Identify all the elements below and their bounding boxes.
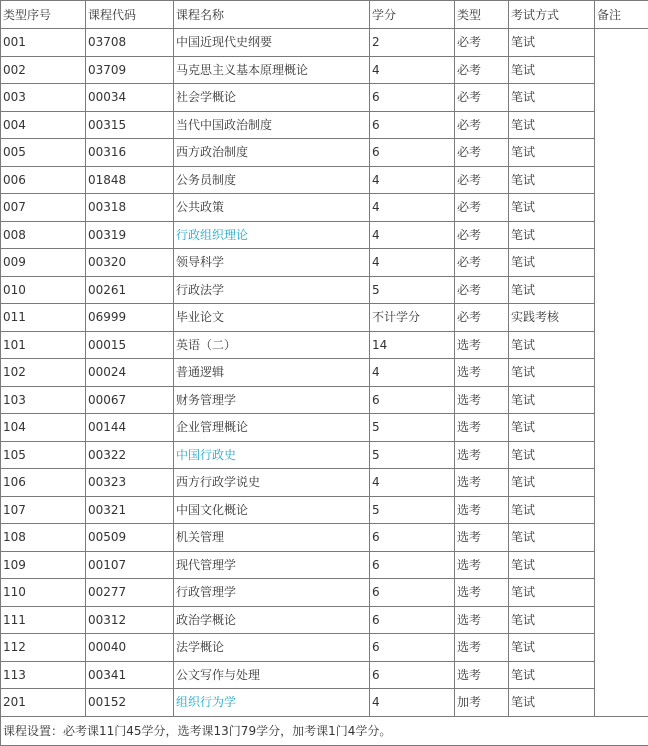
- cell-credits: 不计学分: [370, 304, 455, 332]
- cell-type-no: 101: [1, 331, 86, 359]
- cell-type-no: 002: [1, 56, 86, 84]
- table-row: [1, 56, 648, 84]
- cell-exam-method: 实践考核: [509, 304, 595, 332]
- table-row: [1, 359, 648, 387]
- cell-type: 必考: [455, 304, 509, 332]
- cell-credits: 6: [370, 84, 455, 112]
- table-row: [1, 661, 648, 689]
- cell-credits: 5: [370, 276, 455, 304]
- cell-type: 选考: [455, 441, 509, 469]
- cell-exam-method: 笔试: [509, 221, 595, 249]
- cell-credits: 6: [370, 606, 455, 634]
- cell-credits: 6: [370, 579, 455, 607]
- cell-course-name: 英语（二）: [174, 331, 370, 359]
- cell-type: 必考: [455, 194, 509, 222]
- cell-type-no: 109: [1, 551, 86, 579]
- cell-type: 必考: [455, 84, 509, 112]
- cell-course-code: 03708: [86, 29, 174, 57]
- cell-course-code: 00040: [86, 634, 174, 662]
- cell-exam-method: 笔试: [509, 606, 595, 634]
- cell-type: 选考: [455, 579, 509, 607]
- cell-type-no: 008: [1, 221, 86, 249]
- cell-course-name: 机关管理: [174, 524, 370, 552]
- header-remarks: 备注: [595, 1, 648, 29]
- cell-course-name: 行政法学: [174, 276, 370, 304]
- header-exam-method: 考试方式: [509, 1, 595, 29]
- cell-type: 必考: [455, 111, 509, 139]
- cell-exam-method: 笔试: [509, 524, 595, 552]
- cell-credits: 4: [370, 56, 455, 84]
- cell-exam-method: 笔试: [509, 276, 595, 304]
- cell-credits: 6: [370, 111, 455, 139]
- cell-type-no: 105: [1, 441, 86, 469]
- cell-credits: 6: [370, 386, 455, 414]
- remarks-cell: [595, 29, 648, 717]
- table-row: [1, 29, 648, 57]
- header-type: 类型: [455, 1, 509, 29]
- table-row: [1, 84, 648, 112]
- course-summary: 课程设置：必考课11门45学分，选考课13门79学分，加考课1门4学分。: [1, 716, 648, 745]
- cell-course-name: 普通逻辑: [174, 359, 370, 387]
- cell-course-name: 毕业论文: [174, 304, 370, 332]
- cell-course-code: 00341: [86, 661, 174, 689]
- cell-type: 选考: [455, 551, 509, 579]
- table-row: [1, 386, 648, 414]
- cell-type-no: 006: [1, 166, 86, 194]
- cell-type: 选考: [455, 331, 509, 359]
- cell-credits: 4: [370, 221, 455, 249]
- cell-type: 选考: [455, 606, 509, 634]
- header-course-name: 课程名称: [174, 1, 370, 29]
- cell-course-code: 00312: [86, 606, 174, 634]
- cell-type-no: 110: [1, 579, 86, 607]
- cell-type: 必考: [455, 276, 509, 304]
- cell-type: 选考: [455, 524, 509, 552]
- cell-course-code: 01848: [86, 166, 174, 194]
- table-row: [1, 579, 648, 607]
- cell-course-code: 00024: [86, 359, 174, 387]
- cell-course-code: 00152: [86, 689, 174, 717]
- cell-credits: 4: [370, 166, 455, 194]
- cell-type-no: 108: [1, 524, 86, 552]
- header-type-no: 类型序号: [1, 1, 86, 29]
- cell-course-code: 03709: [86, 56, 174, 84]
- cell-type: 必考: [455, 29, 509, 57]
- table-row: [1, 414, 648, 442]
- cell-course-code: 00322: [86, 441, 174, 469]
- cell-exam-method: 笔试: [509, 194, 595, 222]
- cell-course-code: 00323: [86, 469, 174, 497]
- cell-credits: 5: [370, 496, 455, 524]
- cell-course-name: 中国近现代史纲要: [174, 29, 370, 57]
- table-row: [1, 111, 648, 139]
- cell-credits: 6: [370, 661, 455, 689]
- cell-exam-method: 笔试: [509, 551, 595, 579]
- cell-type: 必考: [455, 166, 509, 194]
- cell-type-no: 011: [1, 304, 86, 332]
- cell-course-name: 政治学概论: [174, 606, 370, 634]
- table-row: [1, 469, 648, 497]
- cell-credits: 4: [370, 249, 455, 277]
- cell-exam-method: 笔试: [509, 496, 595, 524]
- cell-course-name: 法学概论: [174, 634, 370, 662]
- cell-course-code: 00067: [86, 386, 174, 414]
- cell-type-no: 111: [1, 606, 86, 634]
- cell-credits: 4: [370, 359, 455, 387]
- cell-type-no: 004: [1, 111, 86, 139]
- cell-credits: 6: [370, 551, 455, 579]
- cell-exam-method: 笔试: [509, 441, 595, 469]
- cell-exam-method: 笔试: [509, 166, 595, 194]
- cell-exam-method: 笔试: [509, 634, 595, 662]
- cell-exam-method: 笔试: [509, 579, 595, 607]
- cell-type: 选考: [455, 661, 509, 689]
- course-name-link[interactable]: 中国行政史: [174, 441, 370, 469]
- footer-row: [1, 716, 648, 745]
- cell-exam-method: 笔试: [509, 689, 595, 717]
- cell-course-code: 00144: [86, 414, 174, 442]
- cell-course-code: 00034: [86, 84, 174, 112]
- cell-type: 选考: [455, 359, 509, 387]
- cell-exam-method: 笔试: [509, 249, 595, 277]
- cell-course-code: 00015: [86, 331, 174, 359]
- cell-course-name: 当代中国政治制度: [174, 111, 370, 139]
- cell-type-no: 106: [1, 469, 86, 497]
- table-row: [1, 551, 648, 579]
- cell-course-name: 马克思主义基本原理概论: [174, 56, 370, 84]
- cell-course-code: 00318: [86, 194, 174, 222]
- cell-type: 选考: [455, 414, 509, 442]
- cell-type: 选考: [455, 634, 509, 662]
- cell-type-no: 010: [1, 276, 86, 304]
- table-row: [1, 249, 648, 277]
- cell-course-code: 00277: [86, 579, 174, 607]
- cell-credits: 6: [370, 634, 455, 662]
- cell-type-no: 201: [1, 689, 86, 717]
- cell-course-name: 公务员制度: [174, 166, 370, 194]
- course-name-link[interactable]: 组织行为学: [174, 689, 370, 717]
- table-row: [1, 606, 648, 634]
- table-body: [1, 29, 648, 717]
- cell-course-name: 企业管理概论: [174, 414, 370, 442]
- cell-exam-method: 笔试: [509, 111, 595, 139]
- table-row: [1, 496, 648, 524]
- table-row: [1, 276, 648, 304]
- cell-course-name: 领导科学: [174, 249, 370, 277]
- cell-type: 加考: [455, 689, 509, 717]
- cell-type-no: 104: [1, 414, 86, 442]
- header-course-code: 课程代码: [86, 1, 174, 29]
- cell-type-no: 007: [1, 194, 86, 222]
- cell-type-no: 102: [1, 359, 86, 387]
- cell-course-code: 00316: [86, 139, 174, 167]
- table-row: [1, 524, 648, 552]
- cell-type: 选考: [455, 386, 509, 414]
- cell-exam-method: 笔试: [509, 469, 595, 497]
- cell-type-no: 009: [1, 249, 86, 277]
- table-row: [1, 634, 648, 662]
- cell-exam-method: 笔试: [509, 661, 595, 689]
- cell-credits: 14: [370, 331, 455, 359]
- cell-exam-method: 笔试: [509, 56, 595, 84]
- cell-credits: 4: [370, 194, 455, 222]
- cell-course-code: 00319: [86, 221, 174, 249]
- cell-exam-method: 笔试: [509, 359, 595, 387]
- cell-exam-method: 笔试: [509, 386, 595, 414]
- cell-type-no: 107: [1, 496, 86, 524]
- cell-exam-method: 笔试: [509, 29, 595, 57]
- cell-type: 必考: [455, 139, 509, 167]
- cell-type-no: 003: [1, 84, 86, 112]
- cell-exam-method: 笔试: [509, 414, 595, 442]
- cell-course-name: 社会学概论: [174, 84, 370, 112]
- cell-course-code: 00320: [86, 249, 174, 277]
- cell-course-code: 00261: [86, 276, 174, 304]
- cell-course-name: 财务管理学: [174, 386, 370, 414]
- cell-type-no: 001: [1, 29, 86, 57]
- cell-type: 必考: [455, 221, 509, 249]
- cell-type: 选考: [455, 469, 509, 497]
- cell-type: 必考: [455, 249, 509, 277]
- cell-course-name: 现代管理学: [174, 551, 370, 579]
- cell-credits: 4: [370, 689, 455, 717]
- table-row: [1, 221, 648, 249]
- table-row: [1, 139, 648, 167]
- course-name-link[interactable]: 行政组织理论: [174, 221, 370, 249]
- cell-credits: 6: [370, 524, 455, 552]
- cell-course-code: 00315: [86, 111, 174, 139]
- cell-exam-method: 笔试: [509, 331, 595, 359]
- cell-type-no: 005: [1, 139, 86, 167]
- cell-type: 选考: [455, 496, 509, 524]
- table-row: [1, 304, 648, 332]
- cell-type-no: 113: [1, 661, 86, 689]
- cell-course-code: 00321: [86, 496, 174, 524]
- cell-course-code: 06999: [86, 304, 174, 332]
- cell-course-code: 00107: [86, 551, 174, 579]
- table-row: [1, 441, 648, 469]
- cell-course-name: 公共政策: [174, 194, 370, 222]
- table-row: [1, 194, 648, 222]
- cell-exam-method: 笔试: [509, 139, 595, 167]
- cell-type-no: 103: [1, 386, 86, 414]
- cell-exam-method: 笔试: [509, 84, 595, 112]
- cell-type-no: 112: [1, 634, 86, 662]
- cell-credits: 2: [370, 29, 455, 57]
- table-row: [1, 166, 648, 194]
- table-row: [1, 689, 648, 717]
- cell-credits: 4: [370, 469, 455, 497]
- cell-course-name: 公文写作与处理: [174, 661, 370, 689]
- cell-course-name: 西方政治制度: [174, 139, 370, 167]
- cell-credits: 5: [370, 414, 455, 442]
- cell-credits: 6: [370, 139, 455, 167]
- cell-course-name: 西方行政学说史: [174, 469, 370, 497]
- cell-type: 必考: [455, 56, 509, 84]
- header-credits: 学分: [370, 1, 455, 29]
- cell-course-code: 00509: [86, 524, 174, 552]
- cell-course-name: 行政管理学: [174, 579, 370, 607]
- table-header-row: [1, 1, 648, 29]
- cell-credits: 5: [370, 441, 455, 469]
- cell-course-name: 中国文化概论: [174, 496, 370, 524]
- table-row: [1, 331, 648, 359]
